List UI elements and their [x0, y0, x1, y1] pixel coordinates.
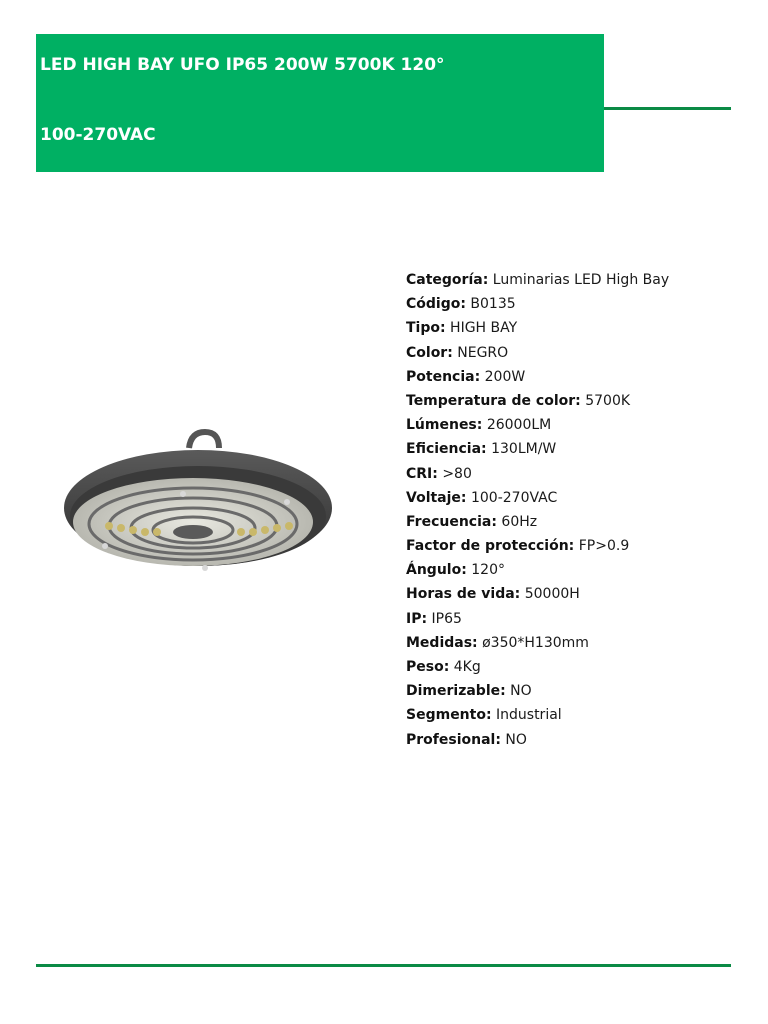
spec-row-angulo	[406, 558, 746, 582]
spec-row-medidas	[406, 631, 746, 655]
spec-label: Horas de vida:	[406, 586, 521, 603]
spec-row-ip	[406, 607, 746, 631]
product-title-line2: 100-270VAC	[40, 125, 156, 145]
spec-value: NO	[505, 731, 527, 748]
spec-label: Factor de protección:	[406, 538, 575, 555]
spec-value: 4Kg	[453, 659, 481, 675]
spec-value: NO	[510, 683, 532, 700]
spec-label: Código:	[406, 296, 466, 313]
spec-label: Profesional:	[406, 731, 501, 748]
spec-label: Tipo:	[406, 320, 446, 337]
ufo-high-bay-lamp-image	[55, 360, 345, 660]
spec-label: Voltaje:	[406, 489, 467, 506]
spec-label: Medidas:	[406, 634, 478, 651]
spec-row-cri	[406, 462, 746, 486]
spec-label: Dimerizable:	[406, 683, 506, 700]
spec-label: Temperatura de color:	[406, 392, 581, 409]
spec-value: 60Hz	[501, 513, 538, 530]
spec-row-segmento	[406, 703, 746, 727]
spec-row-voltaje	[406, 486, 746, 510]
spec-row-profesional	[406, 728, 746, 752]
spec-row-temperatura	[406, 389, 746, 413]
spec-value: 50000H	[524, 586, 580, 603]
spec-value: Industrial	[496, 707, 562, 724]
footer-divider	[36, 964, 731, 967]
spec-label: IP:	[406, 610, 428, 627]
spec-list	[406, 268, 746, 752]
spec-value: NEGRO	[457, 344, 509, 361]
spec-value: 120°	[471, 562, 505, 579]
spec-value: 26000LM	[486, 417, 552, 434]
spec-value: >80	[442, 465, 472, 482]
spec-value: Luminarias LED High Bay	[492, 272, 670, 288]
spec-row-potencia	[406, 365, 746, 389]
spec-row-eficiencia	[406, 437, 746, 461]
spec-row-codigo	[406, 292, 746, 316]
spec-value: 5700K	[585, 392, 631, 409]
spec-label: Lúmenes:	[406, 417, 483, 434]
spec-value: IP65	[431, 610, 462, 627]
spec-label: Color:	[406, 344, 453, 361]
spec-row-categoria	[406, 268, 746, 292]
spec-row-horas	[406, 582, 746, 606]
spec-row-factor	[406, 534, 746, 558]
spec-value: HIGH BAY	[450, 320, 518, 337]
spec-label: CRI:	[406, 465, 438, 482]
product-title-line1: LED HIGH BAY UFO IP65 200W 5700K 120°	[40, 55, 445, 75]
spec-value: 200W	[484, 368, 526, 385]
spec-label: Eficiencia:	[406, 441, 487, 458]
spec-row-dimerizable	[406, 679, 746, 703]
spec-row-lumenes	[406, 413, 746, 437]
spec-label: Categoría:	[406, 272, 489, 288]
spec-value: FP>0.9	[578, 538, 630, 555]
lamp-illustration	[55, 360, 345, 660]
spec-value: 100-270VAC	[470, 489, 558, 506]
spec-label: Peso:	[406, 659, 450, 675]
spec-label: Frecuencia:	[406, 513, 497, 530]
spec-label: Ángulo:	[406, 562, 467, 579]
spec-value: B0135	[470, 296, 516, 313]
spec-label: Segmento:	[406, 707, 492, 724]
spec-label: Potencia:	[406, 368, 481, 385]
spec-row-peso	[406, 655, 746, 679]
spec-row-color	[406, 341, 746, 365]
spec-value: 130LM/W	[491, 441, 557, 458]
spec-row-tipo	[406, 316, 746, 340]
header-divider	[604, 107, 731, 110]
spec-row-frecuencia	[406, 510, 746, 534]
spec-value: ø350*H130mm	[482, 634, 589, 651]
